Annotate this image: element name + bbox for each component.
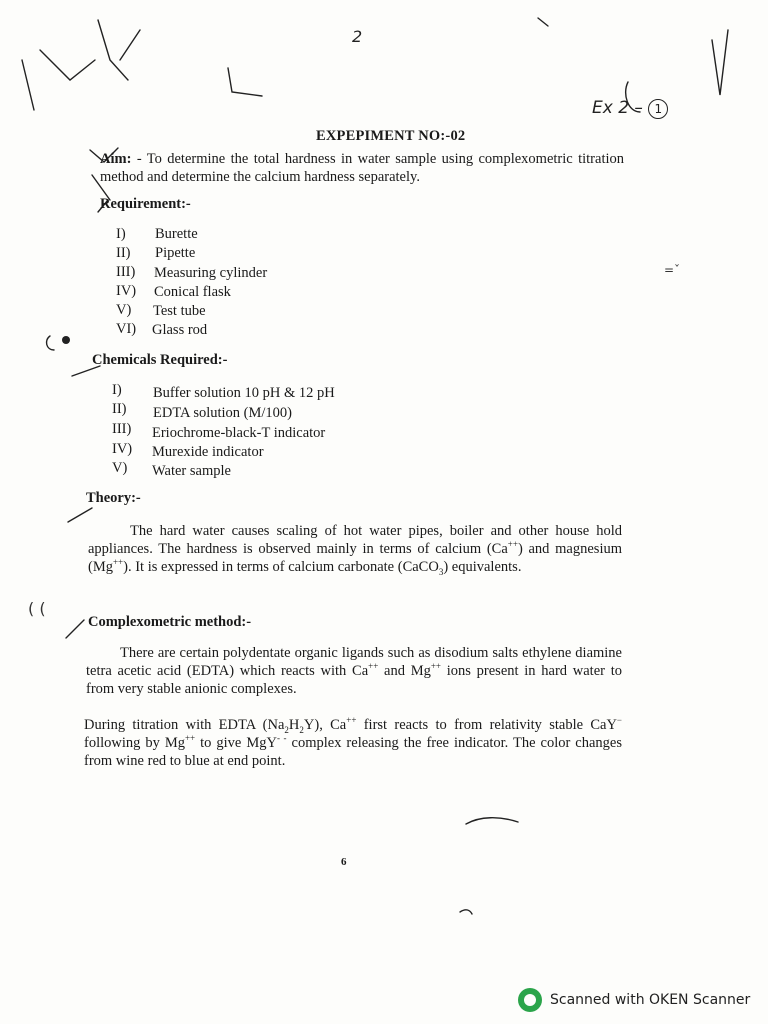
charge: ++ [507,539,518,550]
list-item-number: VI) [116,321,137,337]
list-item-number: IV) [116,283,137,299]
list-item-number: II) [116,245,131,261]
subscript: 2 [299,724,304,735]
subscript: 2 [284,724,289,735]
list-item-number: III) [116,264,136,280]
list-item-number: V) [116,302,132,318]
list-item: Measuring cylinder [154,265,268,281]
charge: ++ [112,557,124,568]
list-item-number: I) [116,226,126,242]
list-item-number: V) [112,460,128,476]
complexometric-text: ions present in hard water to from very stable anionic complexes. [86,663,622,697]
svg-text:( (: ( ( [28,599,46,618]
svg-text:=ˇ: =ˇ [664,263,681,277]
aim-paragraph [100,150,624,186]
theory-text: ). It is expressed in terms of calcium carbonate [123,559,395,575]
complexometric-text: following by Mg [84,735,185,751]
list-item-number: I) [112,382,122,398]
list-item: Burette [155,226,198,242]
ex-circled-number: 1 [648,99,668,119]
complexometric-heading: Complexometric method:- [88,614,252,630]
scanner-footer [518,988,750,1012]
aim-label: Aim: [100,151,132,167]
list-item: Eriochrome-black-T indicator [152,425,326,441]
complexometric-paragraph-2 [84,716,622,770]
theory-text: The hard water causes scaling of hot water pipes, boiler and other house hold appliances. The hardness is observed mainly in terms of calcium [88,523,622,557]
complexometric-text: to give MgY [200,735,277,751]
list-item-number: II) [112,401,127,417]
complexometric-text: There are certain polydentate organic ligands such as disodium salts ethylene diamine tetra acetic acid (EDTA) which reacts with Ca [86,645,622,679]
complexometric-text: and Mg [384,663,431,679]
theory-paragraph [88,522,622,576]
scanner-label: Scanned with OKEN Scanner [550,992,751,1008]
complexometric-text: During titration with EDTA (Na [84,717,285,733]
list-item: Test tube [153,303,206,319]
ex-annotation: Ex 2 – 1 [592,98,668,119]
oken-logo-icon [518,988,542,1012]
list-item-number: III) [112,421,132,437]
mg-ion: (Mg [88,559,113,575]
chemicals-heading: Chemicals Required:- [92,352,228,368]
complexometric-text: H [288,717,300,733]
page-title: EXPEPIMENT NO:-02 [316,128,466,144]
list-item: Murexide indicator [152,444,264,460]
charge: ++ [368,661,379,672]
complexometric-paragraph-1 [86,644,622,698]
page-number-bottom: 6 [341,856,347,868]
charge: ++ [430,661,442,672]
theory-text: ) equivalents. [443,559,522,575]
page-number-top: 2 [352,27,363,46]
caco3: (CaCO [397,559,439,575]
ca-ion: (Ca [486,541,508,557]
subscript: 3 [438,566,444,577]
list-item-number: IV) [112,441,133,457]
charge: − [616,715,622,726]
list-item: Water sample [152,463,231,479]
complexometric-text: first reacts to from relativity stable CaY [363,717,617,733]
aim-text: - To determine the total hardness in water sample using complexometric titration method and determine the calcium hardness separately. [100,151,625,185]
theory-heading: Theory:- [86,490,141,506]
charge: ++ [184,733,196,744]
list-item: EDTA solution (M/100) [153,405,293,421]
complexometric-text: complex releasing the free indicator. The color changes from wine red to blue at end point. [84,735,623,769]
charge: - - [276,733,287,744]
list-item: Pipette [155,245,196,261]
list-item: Conical flask [154,284,231,300]
ex-label: Ex 2 [592,98,630,118]
theory-text: ) and magnesium [517,541,622,557]
requirement-heading: Requirement:- [100,196,191,212]
charge: ++ [346,715,357,726]
complexometric-text: Y), Ca [303,717,347,733]
list-item: Buffer solution 10 pH & 12 pH [153,385,335,401]
list-item: Glass rod [152,322,208,338]
